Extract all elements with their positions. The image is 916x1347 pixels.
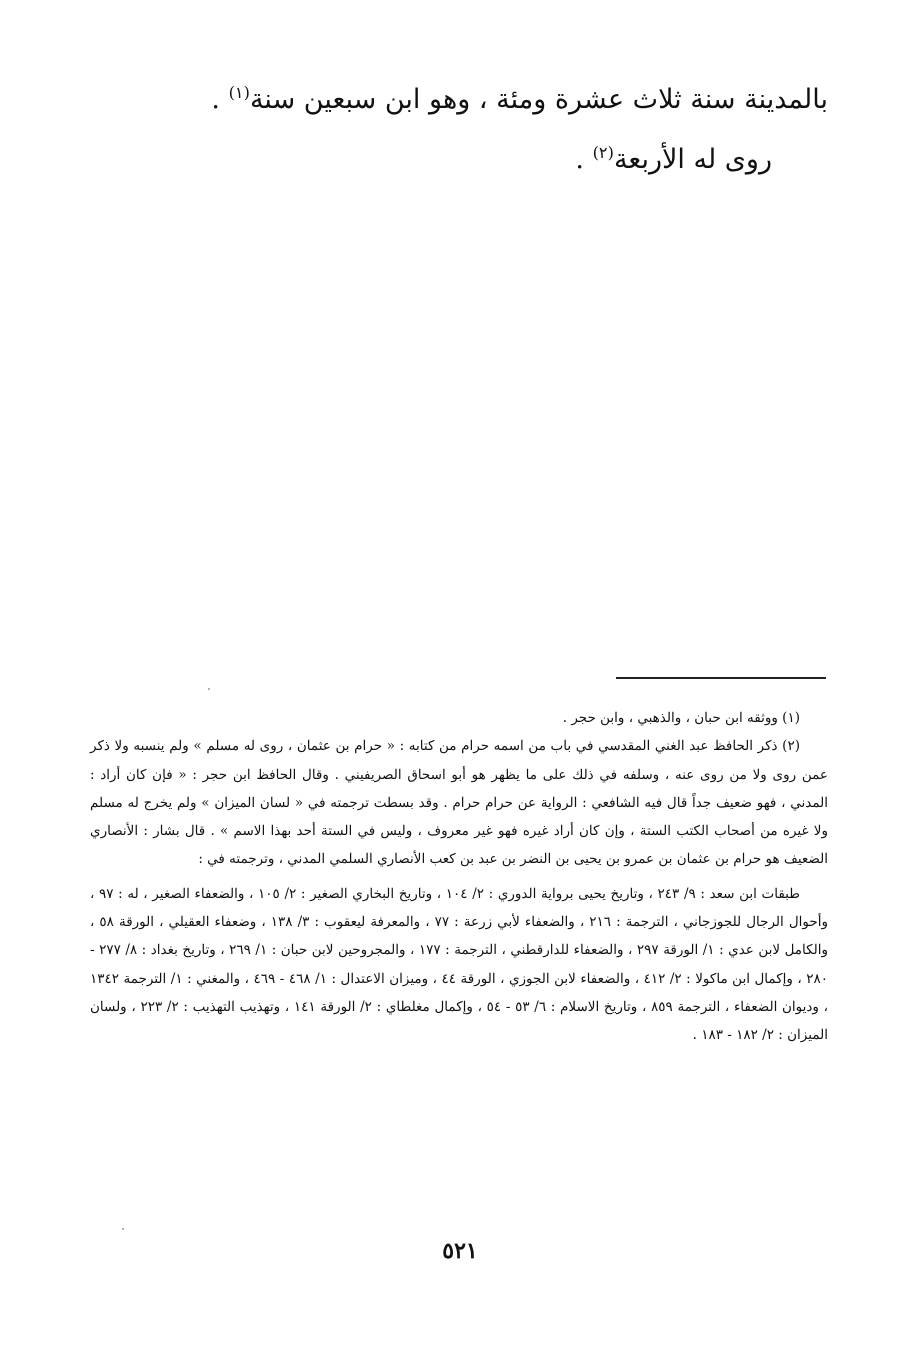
footnote-1: (١) ووثقه ابن حبان ، والذهبي ، وابن حجر . (562, 710, 800, 726)
footnote-separator (616, 677, 826, 679)
footnote-ref-2[interactable]: (٢) (592, 143, 614, 162)
page-number: ٥٢١ (442, 1238, 478, 1264)
scan-speck (122, 1228, 124, 1230)
main-text-line-2 (168, 130, 828, 190)
footnote-2-sources: طبقات ابن سعد : ٩/ ٢٤٣ ، وتاريخ يحيى برواية الدوري : ٢/ ١٠٤ ، وتاريخ البخاري الصغير : ٢/ ١٠٥ ، والضعفاء الصغير ، له : ٩٧ ، وأحوال الرجال للجوزجاني ، الترجمة : ٢١٦ ، والضعفاء لأبي زرعة : ٧٧ ، والمعرفة ليعقوب : ٣/ ١٣٨ ، وضعفاء العقيلي ، الورقة ٥٨ ، والكامل لابن عدي : ١/ الورقة ٢٩٧ ، والضعفاء للدارقطني ، الترجمة : ١٧٧ ، والمجروحين لابن حبان : ١/ ٢٦٩ ، وتاريخ بغداد : ٨/ ٢٧٧ - ٢٨٠ ، وإكمال ابن ماكولا : ٢/ ٤١٢ ، والضعفاء لابن الجوزي ، الورقة ٤٤ ، وميزان الاعتدال : ١/ ٤٦٨ - ٤٦٩ ، والمغني : ١/ الترجمة ١٣٤٢ ، وديوان الضعفاء ، الترجمة ٨٥٩ ، وتاريخ الاسلام : ٦/ ٥٣ - ٥٤ ، وإكمال مغلطاي : ٢/ الورقة ١٤١ ، وتهذيب التهذيب : ٢/ ٢٢٣ ، ولسان الميزان : ٢/ ١٨٢ - ١٨٣ . (90, 885, 829, 1044)
footnote-2: (٢) ذكر الحافظ عبد الغني المقدسي في باب من اسمه حرام من كتابه : « حرام بن عثمان ، روى له مسلم » ولم ينسبه ولا ذكر عمن روى ولا من روى عنه ، وسلفه في ذلك على ما يظهر هو أبو اسحاق الصريفيني . وقال الحافظ ابن حجر : « فإن كان أراد : المدني ، فهو ضعيف جداً قال فيه الشافعي : الرواية عن حرام حرام . وقد بسطت ترجمته في « لسان الميزان » ولم يخرج له مسلم ولا غيره من أصحاب الكتب الستة ، وإن كان أراد غيره فهو غير معروف ، وليس في الستة أحد بهذا الاسم » . قال بشار : الأنصاري الضعيف هو حرام بن عثمان بن عمرو بن يحيى بن النضر بن عبد بن كعب الأنصاري السلمي المدني ، وترجمته في : (90, 738, 828, 868)
main-text-line-1 (168, 70, 828, 130)
line-2-end: . (575, 144, 593, 175)
scan-speck (208, 688, 210, 690)
footnote-ref-1[interactable]: (١) (228, 83, 250, 102)
footnotes (90, 704, 828, 1050)
line-2-text: روى له الأربعة (613, 144, 772, 175)
main-text (168, 70, 828, 190)
line-1-end: . (211, 84, 229, 115)
line-1-text: بالمدينة سنة ثلاث عشرة ومئة ، وهو ابن سبعين سنة (249, 84, 828, 115)
